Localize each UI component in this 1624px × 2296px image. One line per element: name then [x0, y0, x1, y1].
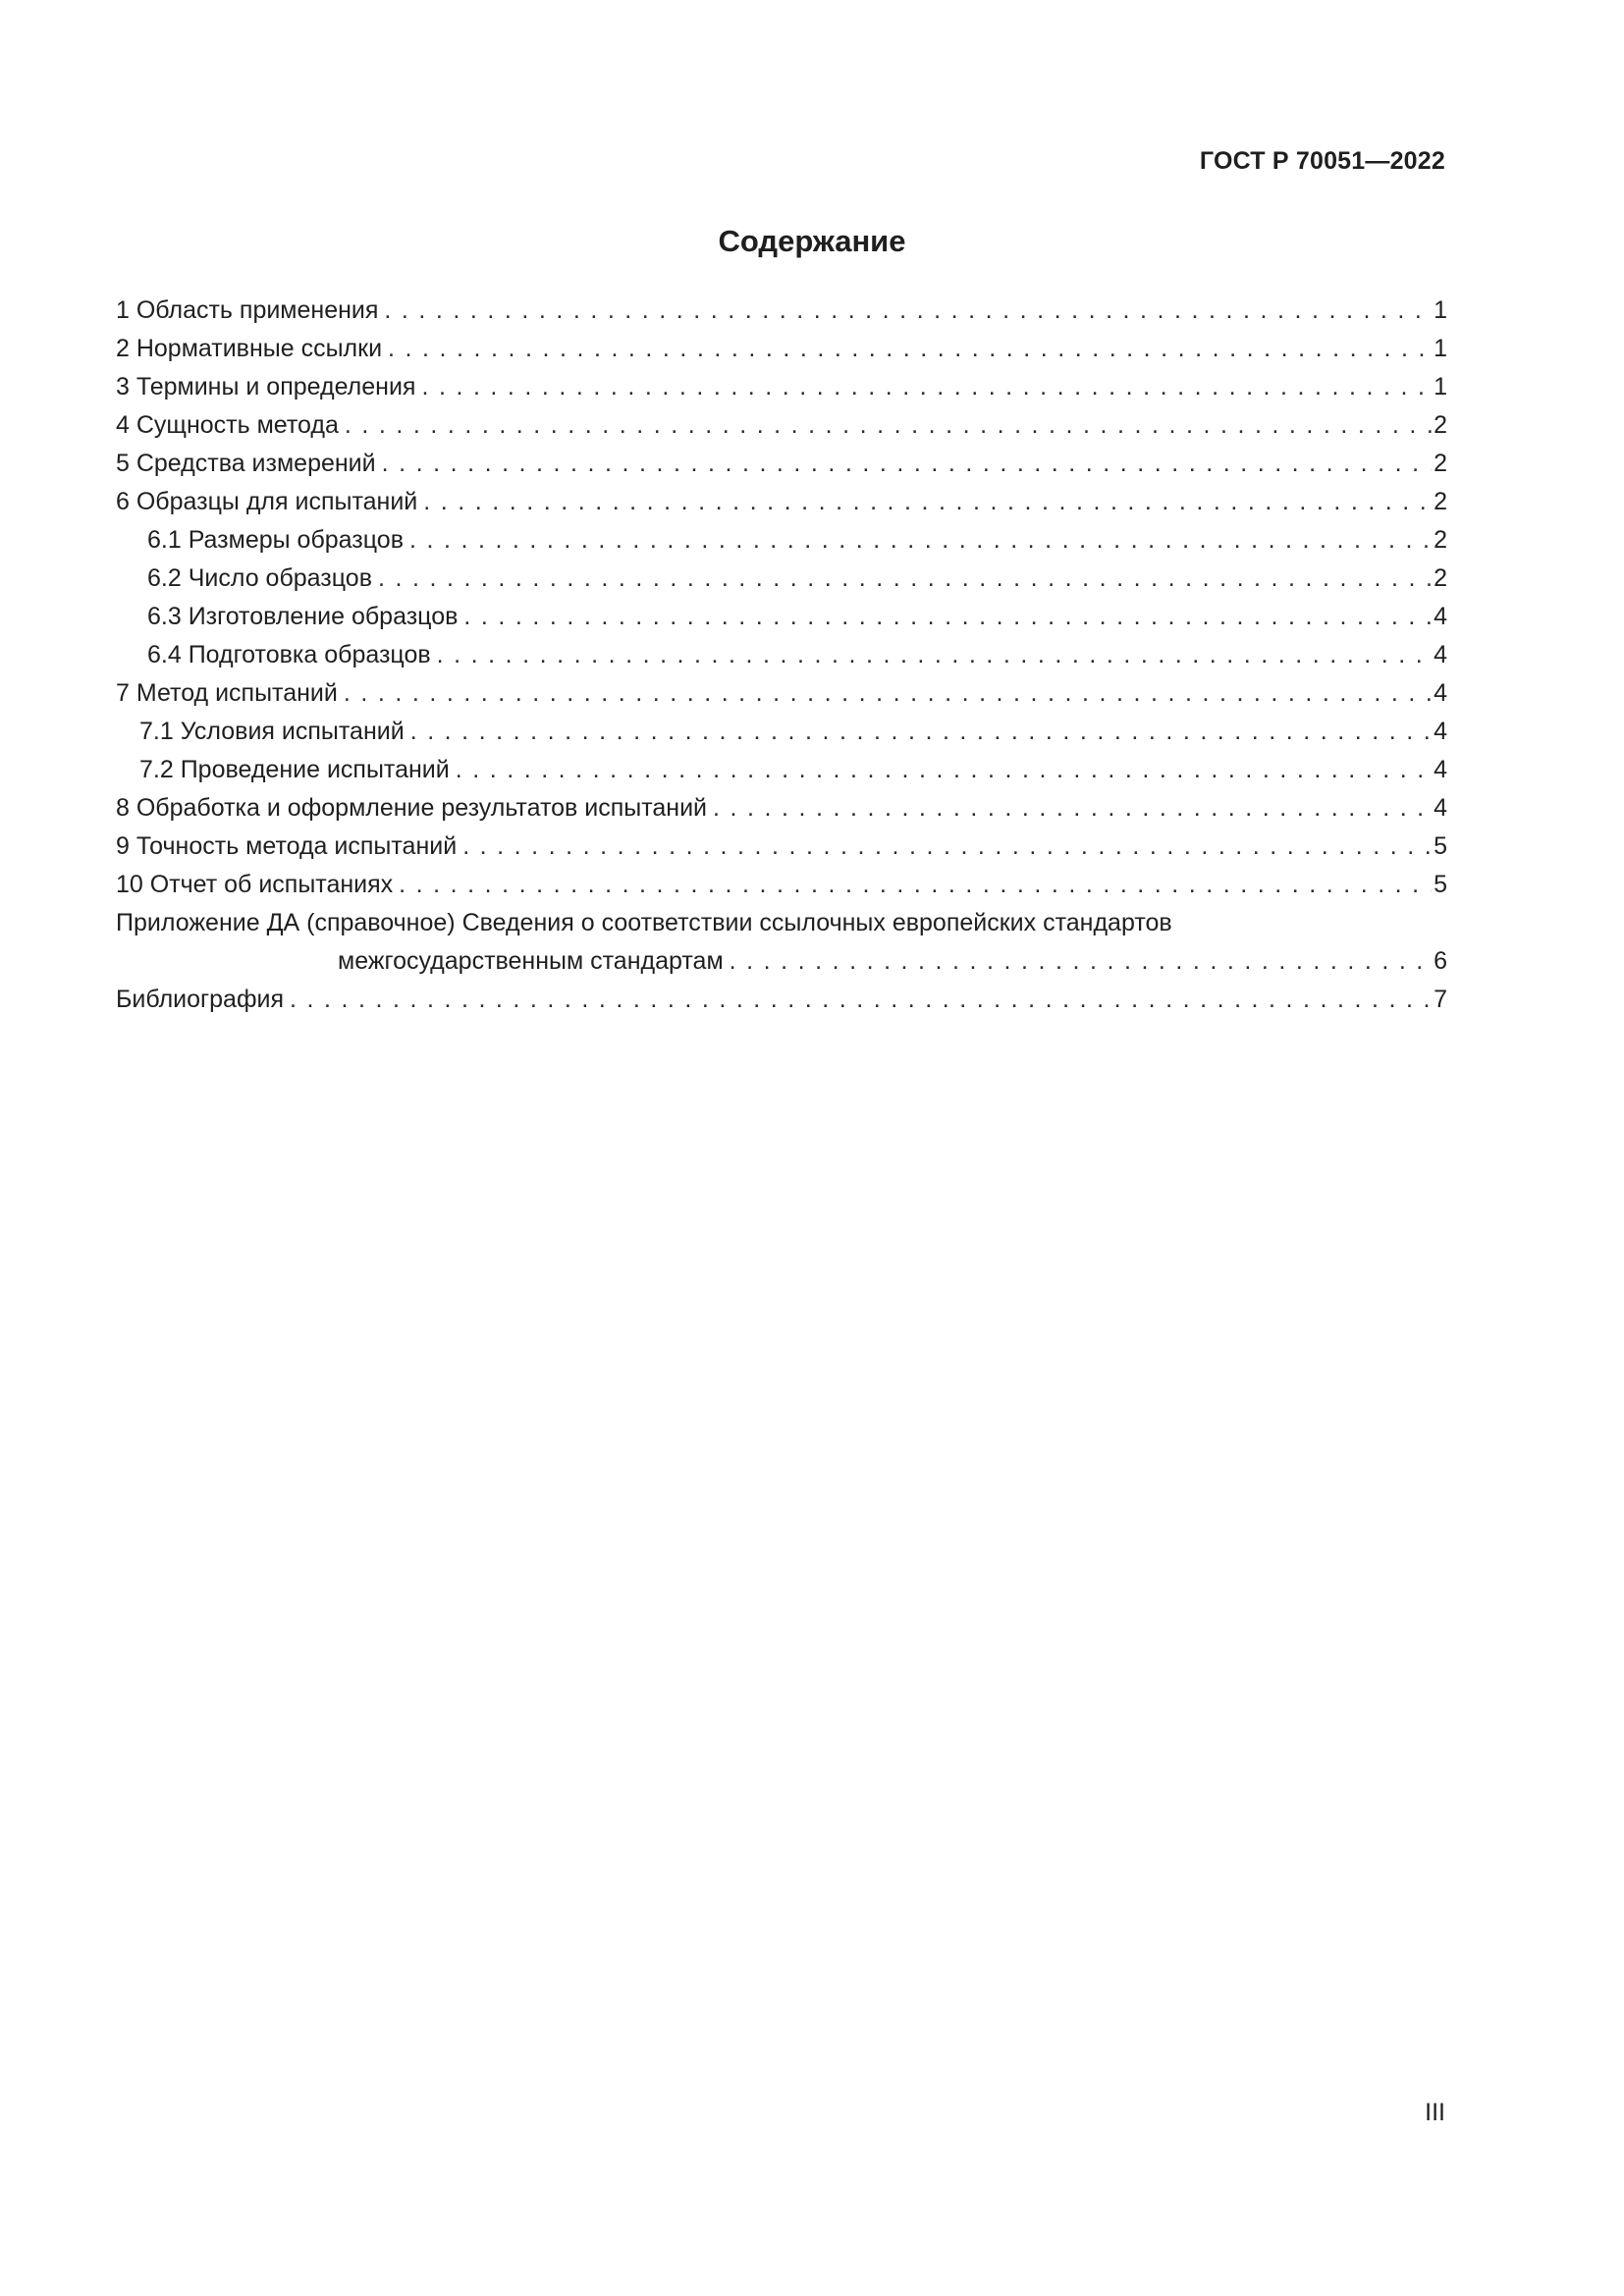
toc-leader [345, 406, 1432, 445]
toc-entry-text: 9 Точность метода испытаний [116, 832, 458, 860]
toc-entry-page: 2 [1434, 526, 1447, 554]
toc-entry-6-4[interactable] [116, 636, 1447, 674]
toc-leader [399, 866, 1432, 904]
toc-entry-7[interactable] [116, 674, 1447, 713]
toc-leader [421, 368, 1432, 406]
toc-leader [290, 981, 1432, 1019]
toc-entry-page: 4 [1434, 756, 1447, 783]
toc-entry-bibliography[interactable] [116, 981, 1447, 1019]
toc-entry-text: Библиография [116, 986, 285, 1013]
toc-title: Содержание [718, 224, 906, 258]
toc-entry-3[interactable] [116, 368, 1447, 406]
toc-entry-page: 2 [1434, 564, 1447, 592]
toc-entry-page: 5 [1434, 832, 1447, 860]
toc-entry-5[interactable] [116, 445, 1447, 483]
toc-entry-2[interactable] [116, 330, 1447, 368]
page-number: III [1425, 2099, 1445, 2126]
toc-entry-6-3[interactable] [116, 598, 1447, 636]
toc-entry-1[interactable] [116, 292, 1447, 330]
toc-entry-text: 7 Метод испытаний [116, 679, 338, 707]
toc-entry-page: 4 [1434, 794, 1447, 822]
toc-leader [456, 751, 1432, 789]
table-of-contents [116, 292, 1447, 1019]
toc-entry-page: 1 [1434, 373, 1447, 400]
toc-leader [730, 942, 1432, 981]
toc-entry-page: 6 [1434, 947, 1447, 975]
toc-entry-page: 1 [1434, 335, 1447, 362]
toc-leader [423, 483, 1432, 521]
document-code: ГОСТ Р 70051—2022 [1199, 147, 1445, 175]
toc-leader [344, 674, 1432, 713]
toc-entry-9[interactable] [116, 828, 1447, 866]
toc-entry-text: 6.4 Подготовка образцов [147, 641, 431, 668]
toc-entry-text: 6.2 Число образцов [147, 564, 372, 592]
toc-leader [463, 598, 1432, 636]
toc-entry-4[interactable] [116, 406, 1447, 445]
toc-entry-page: 5 [1434, 871, 1447, 898]
toc-entry-7-1[interactable] [116, 713, 1447, 751]
toc-entry-6[interactable] [116, 483, 1447, 521]
toc-entry-page: 7 [1434, 986, 1447, 1013]
toc-entry-6-1[interactable] [116, 521, 1447, 560]
toc-entry-6-2[interactable] [116, 560, 1447, 598]
toc-entry-10[interactable] [116, 866, 1447, 904]
toc-entry-page: 4 [1434, 718, 1447, 745]
toc-entry-text: 5 Средства измерений [116, 450, 376, 477]
toc-leader [409, 521, 1432, 560]
toc-entry-page: 2 [1434, 450, 1447, 477]
toc-leader [388, 330, 1432, 368]
toc-entry-text: 6.3 Изготовление образцов [147, 603, 459, 630]
toc-entry-text: 1 Область применения [116, 296, 379, 324]
toc-entry-8[interactable] [116, 789, 1447, 828]
toc-entry-page: 4 [1434, 603, 1447, 630]
toc-entry-text: 3 Термины и определения [116, 373, 416, 400]
toc-leader [382, 445, 1432, 483]
toc-entry-text: 6.1 Размеры образцов [147, 526, 404, 554]
toc-entry-page: 1 [1434, 296, 1447, 324]
toc-entry-text: 8 Обработка и оформление результатов испытаний [116, 794, 708, 822]
toc-entry-7-2[interactable] [116, 751, 1447, 789]
toc-entry-text: Приложение ДА (справочное) Сведения о соответствии ссылочных европейских стандартов [116, 909, 1172, 936]
toc-entry-page: 2 [1434, 411, 1447, 439]
toc-entry-text: межгосударственным стандартам [338, 947, 724, 975]
toc-entry-text: 2 Нормативные ссылки [116, 335, 383, 362]
toc-entry-page: 4 [1434, 679, 1447, 707]
toc-leader [462, 828, 1432, 866]
toc-leader [437, 636, 1432, 674]
toc-entry-appendix-da[interactable] [116, 904, 1447, 942]
toc-entry-text: 7.1 Условия испытаний [139, 718, 405, 745]
toc-leader [384, 292, 1432, 330]
toc-entry-text: 4 Сущность метода [116, 411, 339, 439]
toc-leader [378, 560, 1432, 598]
toc-entry-appendix-da-continued[interactable] [116, 942, 1447, 981]
toc-entry-text: 10 Отчет об испытаниях [116, 871, 394, 898]
toc-entry-text: 6 Образцы для испытаний [116, 488, 418, 515]
toc-leader [410, 713, 1432, 751]
toc-entry-text: 7.2 Проведение испытаний [139, 756, 450, 783]
toc-leader [713, 789, 1432, 828]
toc-entry-page: 2 [1434, 488, 1447, 515]
toc-entry-page: 4 [1434, 641, 1447, 668]
